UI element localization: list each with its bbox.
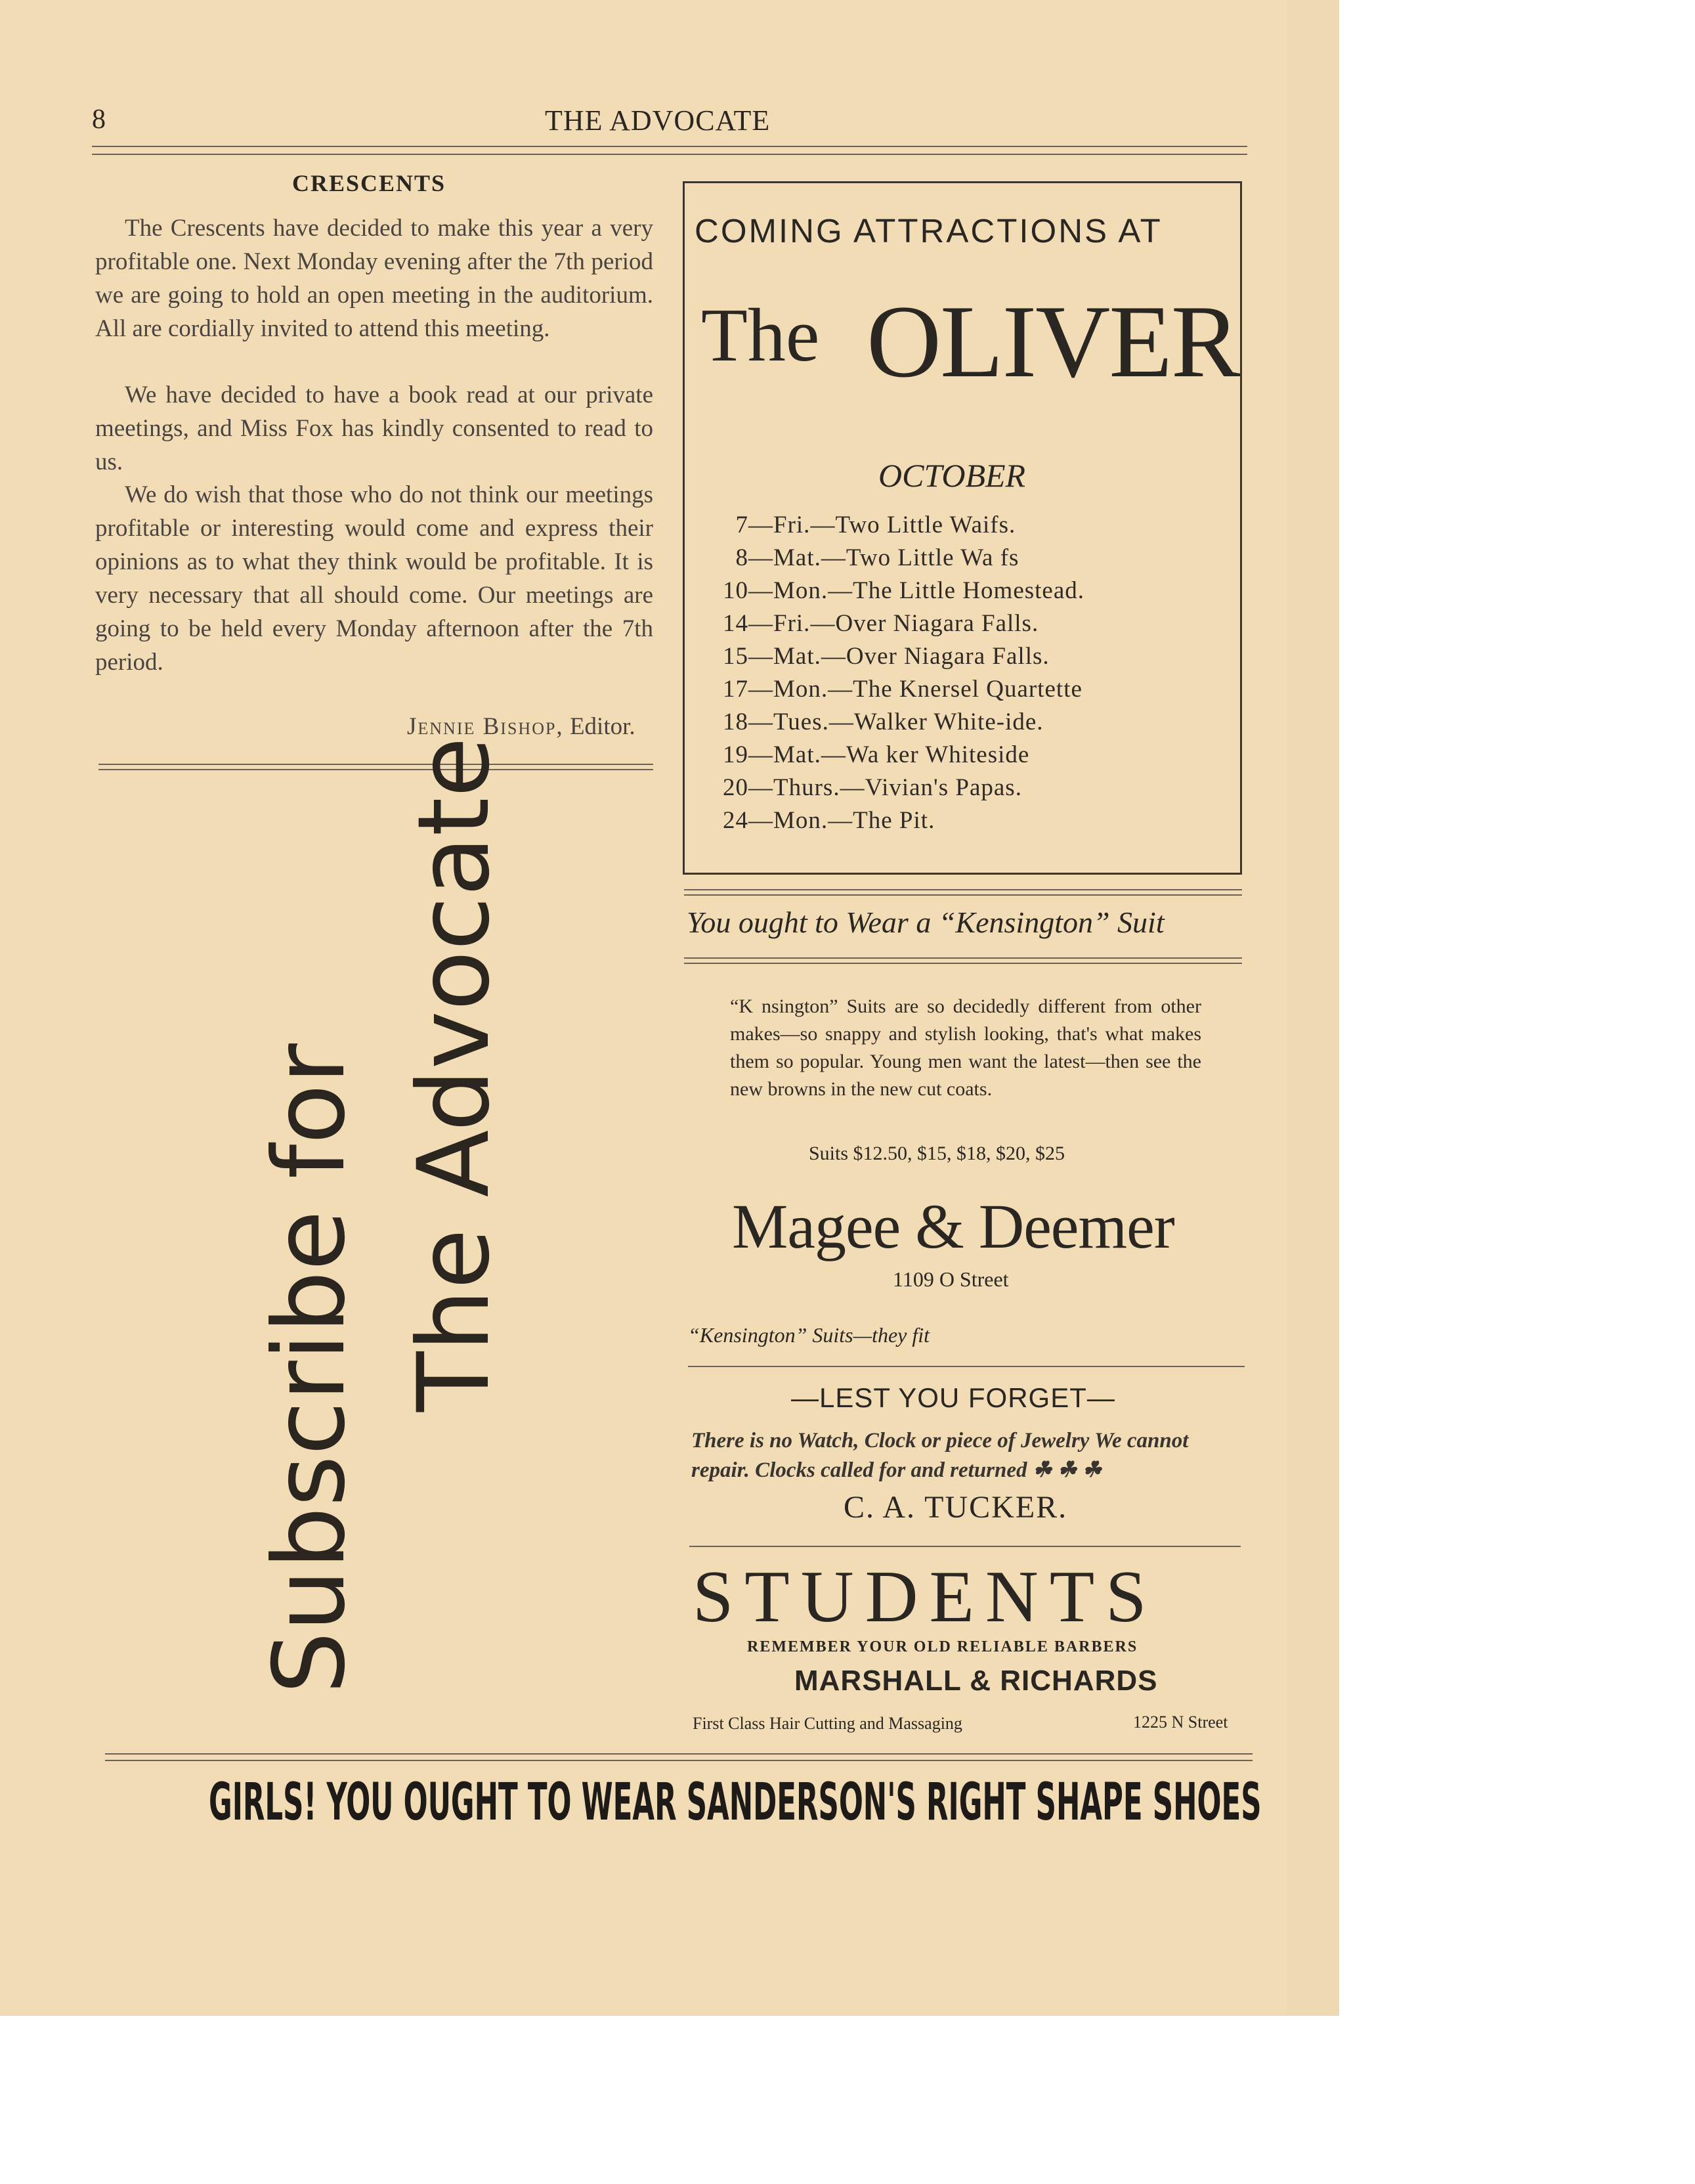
schedule-row: 8—Mat.—Two Little Wa fs [735,544,1019,571]
store-name: Magee & Deemer [732,1191,1174,1261]
barbers-remember: REMEMBER YOUR OLD RELIABLE BARBERS [747,1638,1138,1655]
schedule-row: 15—Mat.—Over Niagara Falls. [723,643,1050,670]
kensington-headline: You ought to Wear a “Kensington” Suit [687,906,1165,939]
schedule-row: 19—Mat.—Wa ker Whiteside [723,741,1030,768]
crescents-paragraph-2: We have decided to have a book read at our private meetings, and Miss Fox has kindly consented to read to us. [95,382,653,475]
barbers-top-rule [689,1546,1241,1547]
store-address: 1109 O Street [893,1267,1009,1291]
subscribe-line-1: Subscribe for [253,1043,367,1694]
tucker-line-1: There is no Watch, Clock or piece of Jewelry We cannot [691,1429,1189,1452]
tucker-top-rule [688,1366,1245,1367]
schedule-row: 17—Mon.—The Knersel Quartette [723,676,1083,703]
schedule-row: 18—Tues.—Walker White-ide. [723,709,1044,735]
kensington-top-rule [684,889,1242,896]
barbers-address: 1225 N Street [1133,1713,1228,1732]
running-head: THE ADVOCATE [545,104,771,137]
header-rule [92,146,1247,155]
subscribe-line-2: The Advocate [397,737,511,1412]
kensington-body: “K nsington” Suits are so decidedly different from other makes—so snappy and stylish looking, that's what makes them so popular. Young men want the latest—then see the new browns in the new cut coats. [730,995,1201,1100]
crescents-paragraph-1: The Crescents have decided to make this year a very profitable one. Next Monday evening after the 7th period we are going to hold an open meeting in the auditorium. All are cordially invited to attend this meeting. [95,215,653,342]
tucker-line-2: repair. Clocks called for and returned ☘ ☘ ☘ [691,1458,1102,1482]
schedule-row: 24—Mon.—The Pit. [723,807,935,834]
kensington-tagline: “Kensington” Suits—they fit [688,1323,930,1347]
kensington-headline-rule [684,957,1242,964]
schedule-row: 14—Fri.—Over Niagara Falls. [723,610,1039,637]
tucker-heading: —LEST YOU FORGET— [791,1382,1115,1413]
crescents-end-rule [98,764,653,770]
schedule-row: 7—Fri.—Two Little Waifs. [735,512,1016,538]
oliver-name: OLIVER [867,284,1239,399]
page-number: 8 [92,104,106,135]
schedule-row: 20—Thurs.—Vivian's Papas. [723,774,1022,801]
students-heading: STUDENTS [693,1556,1158,1638]
kensington-prices: Suits $12.50, $15, $18, $20, $25 [809,1143,1065,1164]
crescents-title: CRESCENTS [292,170,446,196]
page-edge [1287,0,1339,2016]
tucker-name: C. A. TUCKER. [844,1490,1068,1525]
signature-role: Editor. [569,713,635,740]
schedule-row: 10—Mon.—The Little Homestead. [723,577,1085,604]
barbers-name: MARSHALL & RICHARDS [794,1665,1158,1697]
barbers-service: First Class Hair Cutting and Massaging [693,1714,962,1733]
shoes-banner: GIRLS! YOU OUGHT TO WEAR SANDERSON'S RIGHT SHAPE SHOES [209,1773,1262,1832]
schedule-month: OCTOBER [878,457,1026,494]
footer-rule [105,1753,1253,1761]
crescents-paragraph-3: We do wish that those who do not think our meetings profitable or interesting would come and express their opinions as to what they think would be profitable. It is very necessary that all should come. Our meetings are going to be held every Monday afternoon after the 7th period. [95,481,653,676]
coming-attractions-heading: COMING ATTRACTIONS AT [695,212,1163,250]
signature-name: Jennie Bishop, [407,713,564,740]
oliver-the: The [701,294,820,378]
